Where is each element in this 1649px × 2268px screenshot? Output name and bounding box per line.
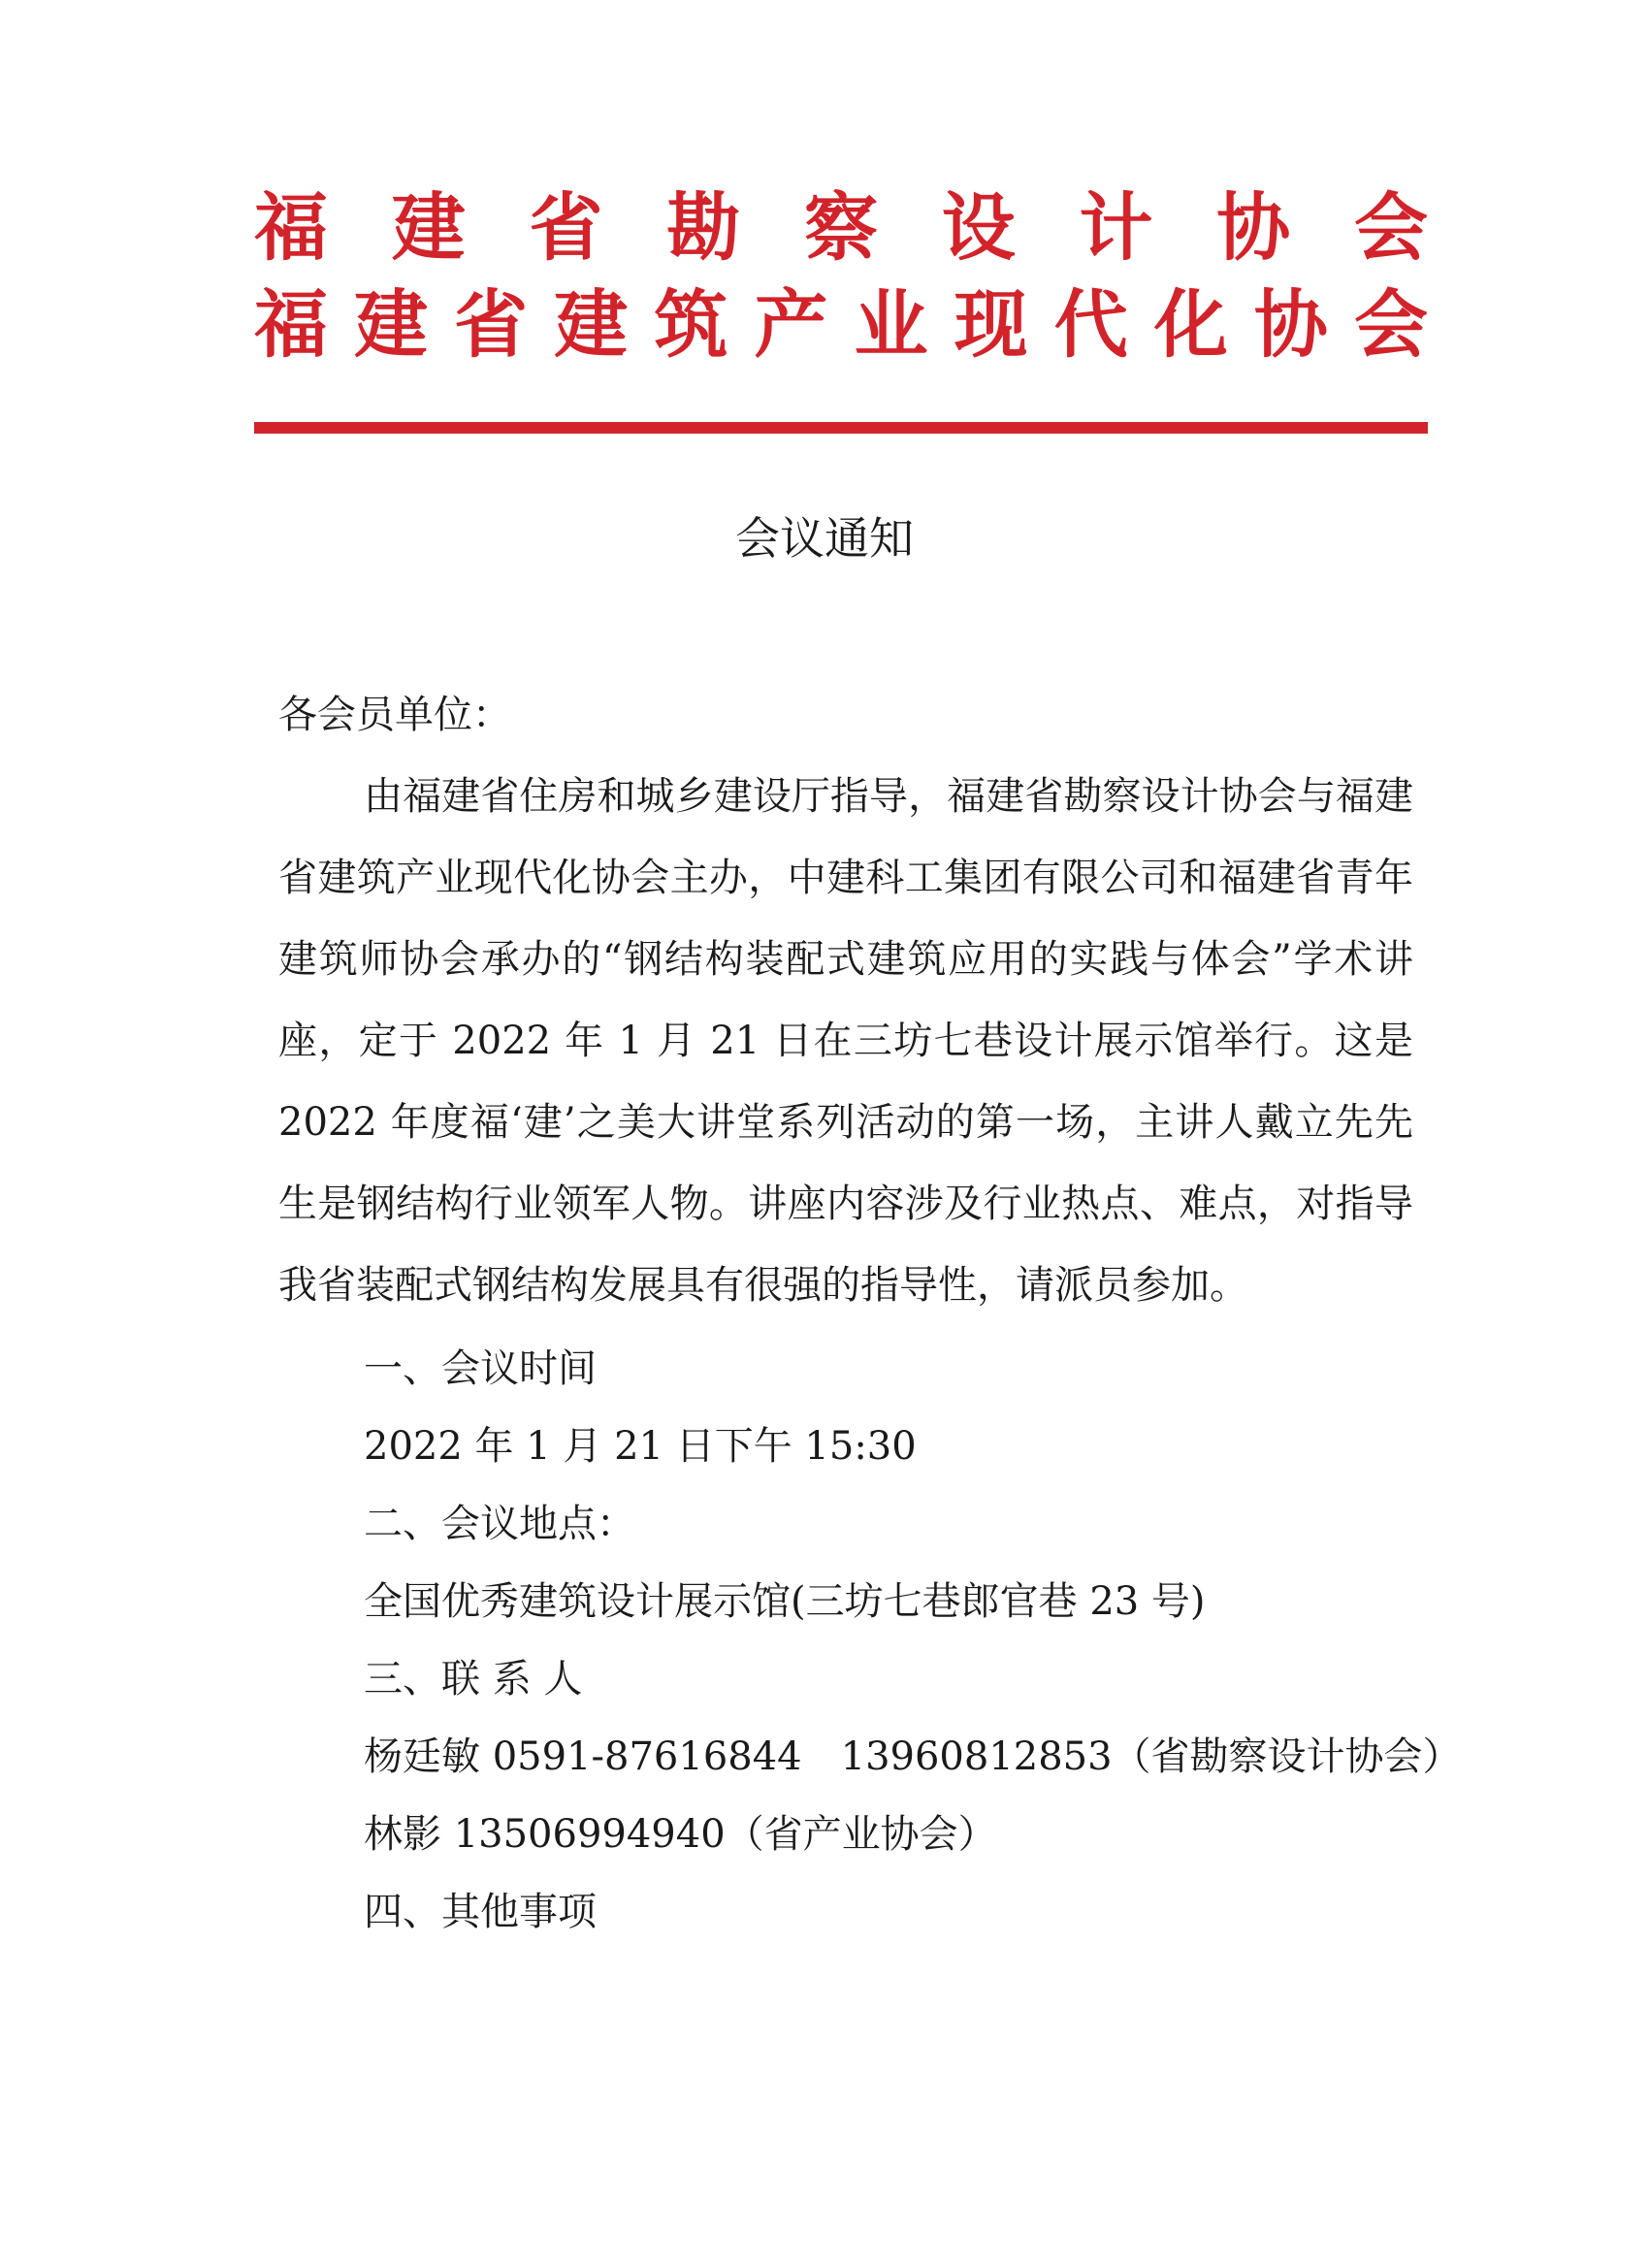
section-heading-contact: 三、联 系 人 — [364, 1657, 583, 1701]
salutation: 各会员单位： — [278, 693, 511, 737]
body-paragraph: 由福建省住房和城乡建设厅指导，福建省勘察设计协会与福建省建筑产业现代化协会主办，中建科工集团有限公司和福建省青年建筑师协会承办的“钢结构装配式建筑应用的实践与体会”学术讲座，定于 2022 年 1 月 21 日在三坊七巷设计展示馆举行。这是 2022 年度福‘建’之美大讲堂系列活动的第一场，主讲人戴立先先生是钢结构行业领军人物。讲座内容涉及行业热点、难点，对指导我省装配式钢结构发展具有很强的指导性，请派员参加。 — [278, 774, 1413, 1308]
contact-1: 杨廷敏 0591-87616844 13960812853（省勘察设计协会） — [364, 1734, 1462, 1779]
section-heading-time: 一、会议时间 — [364, 1346, 597, 1391]
details-list — [278, 1330, 1462, 1951]
contact-2: 林影 13506994940（省产业协会） — [364, 1812, 997, 1857]
section-heading-other: 四、其他事项 — [364, 1890, 597, 1934]
letterhead-org-2: 福建省建筑产业现代化协会 — [254, 281, 1428, 368]
letterhead-divider — [254, 422, 1428, 434]
section-heading-place: 二、会议地点： — [364, 1502, 635, 1546]
document-body — [278, 674, 1462, 1951]
letterhead-org-1: 福建省勘察设计协会 — [254, 184, 1428, 271]
document-title: 会议通知 — [735, 512, 914, 565]
meeting-place: 全国优秀建筑设计展示馆(三坊七巷郎官巷 23 号) — [364, 1579, 1206, 1624]
letterhead — [254, 179, 1428, 373]
meeting-time: 2022 年 1 月 21 日下午 15:30 — [364, 1424, 917, 1469]
